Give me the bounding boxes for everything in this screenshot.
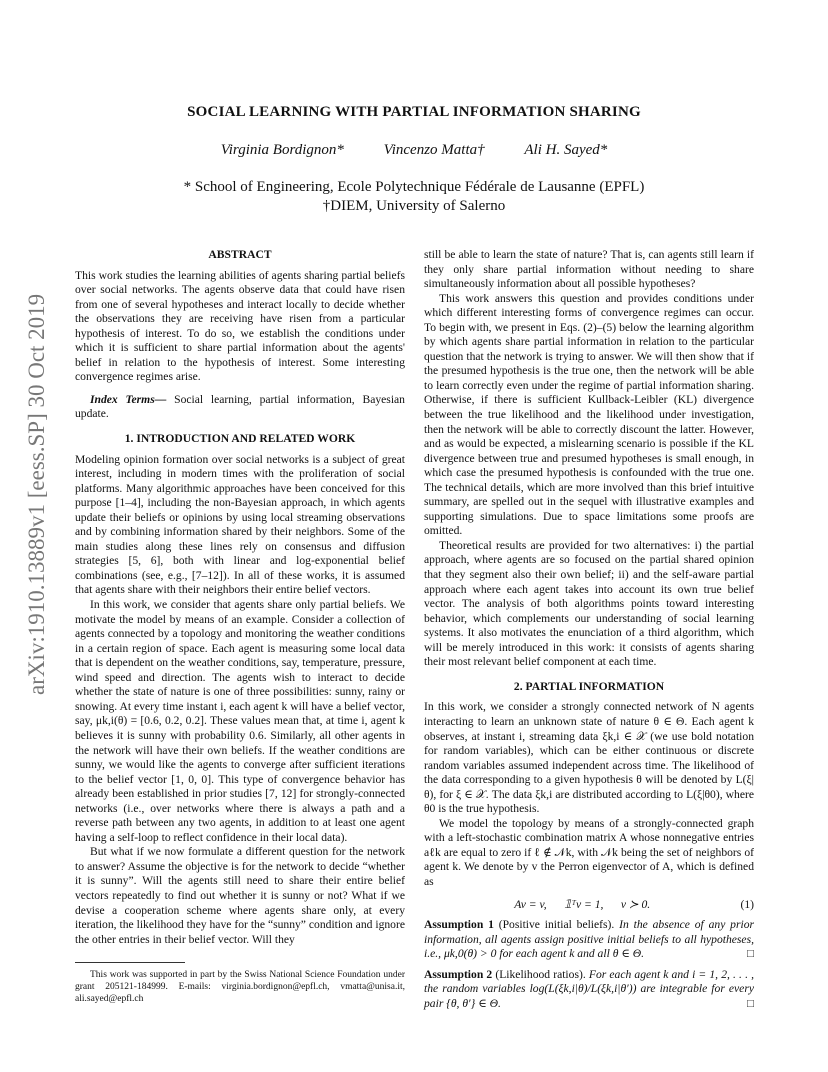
equation-part: Av = v, <box>514 897 547 911</box>
arxiv-stamp-text: arXiv:1910.13889v1 [eess.SP] 30 Oct 2019 <box>24 293 49 695</box>
assumption-2-label: Assumption 2 <box>424 967 493 981</box>
right-column <box>424 248 754 1011</box>
index-terms <box>75 393 405 422</box>
right-paragraph-2: This work answers this question and provides conditions under which different interesting forms of convergence regimes can occur. To begin with, we present in Eqs. (2)–(5) below the learning algorithm by which agents share partial information in relation to the particular question that the network is trying to answer. We will then show that if the presumed hypothesis is the true one, then the network will be able to learn correctly even under the regime of partial information sharing. Otherwise, if there is sufficient Kullback-Leibler (KL) divergence between the true likelihood and the likelihood under investigation, then the network will be able to correctly discount the latter. However, and as would be expected, a mislearning scenario is possible if the KL divergence between true and presumed hypotheses is small enough, in which case the presumed hypothesis is confounded with the true one. The technical details, which are more involved than this brief intuitive summary, are spelled out in the sequel with illustrative examples and supporting simulations. Due to space limitations some proofs are omitted. <box>424 291 754 538</box>
paper-title: SOCIAL LEARNING WITH PARTIAL INFORMATION SHARING <box>187 104 641 120</box>
equation-part: v ≻ 0. <box>620 897 651 911</box>
author-1: Virginia Bordignon* <box>220 142 344 158</box>
author-3: Ali H. Sayed* <box>524 142 608 158</box>
assumption-1-text: In the absence of any prior information, all agents assign positive initial beliefs to all hypotheses, i.e., μk,0(θ) > 0 for each agent k and all θ ∈ Θ. <box>424 918 754 961</box>
right-paragraph-3: Theoretical results are provided for two alternatives: i) the partial approach, where agents are so focused on the partial shared opinion that they segment also their own belief; ii) and the self-aware partial approach where each agent takes into account its own true belief vector. The analysis of both algorithms points toward interesting behavior, which complements our understanding of social learning systems. It also motivates the enunciation of a third algorithm, which will be merely introduced in this work: it consists of agents sharing their most relevant belief component at each time. <box>424 538 754 669</box>
assumption-2-name: (Likelihood ratios). <box>495 967 586 981</box>
affiliations <box>0 178 828 216</box>
intro-paragraph-1: Modeling opinion formation over social networks is a subject of great interest, including in modern times with the proliferation of social platforms. Many algorithmic approaches have been conceived for this purpose [1–4], including the non-Bayesian approach, in which agents update their beliefs or opinions by using local streaming observations and by combining information shared by their neighbors. Some of the main studies along these lines rely on consensus and diffusion strategies [5, 6], both with linear and log-exponential belief combinations (see, e.g., [7–12]). In all of these works, it is assumed that agents share with their neighbors their entire belief vectors. <box>75 452 405 597</box>
intro-paragraph-2: In this work, we consider that agents share only partial beliefs. We motivate the model by means of an example. Consider a collection of agents connected by a topology and monitoring the weather conditions in a certain region of space. Each agent is measuring some local data that is dependent on the weather conditions, say, temperature, pressure, wind speed and direction. The agents wish to interact to decide whether the state of nature is one of three possibilities: sunny, rainy or snowing. At every time instant i, each agent k will have a belief vector, say, μk,i(θ) = [0.6, 0.2, 0.2]. These values mean that, at time i, agent k believes it is sunny with probability 0.6. Similarly, all other agents in the network will have their own beliefs. If the weather conditions are sunny, we would like the agents to converge after sufficient iterations to the belief vector [1, 0, 0]. This type of convergence behavior has already been established in prior studies [7, 12] for strongly-connected networks (i.e., over networks where there is always a path and a reverse path between any two agents, in addition to at least one agent having a self-loop to reflect confidence in their local data). <box>75 598 405 844</box>
assumption-1-label: Assumption 1 <box>424 918 494 932</box>
equation-number: (1) <box>740 897 754 911</box>
index-terms-label: Index Terms— <box>90 392 167 406</box>
footnote-rule <box>75 962 185 963</box>
section-1-heading: 1. INTRODUCTION AND RELATED WORK <box>124 432 356 446</box>
index-terms-text: Social learning, partial information, Bayesian update. <box>75 392 405 421</box>
footnote <box>75 962 405 1005</box>
footnote-text: This work was supported in part by the Swiss National Science Foundation under grant 205121-184999. E-mails: virginia.bordignon@epfl.ch, vmatta@unisa.it, ali.sayed@epfl.ch <box>75 970 405 1004</box>
section-2-heading: 2. PARTIAL INFORMATION <box>513 679 665 693</box>
assumption-2-text: For each agent k and i = 1, 2, . . . , the random variables log(L(ξk,i|θ)/L(ξk,i|θ′)) are integrable for every pair {θ, θ′} ∈ Θ. <box>424 967 754 1010</box>
abstract-text: This work studies the learning abilities of agents sharing partial beliefs over social networks. The agents observe data that could have risen from one of several hypotheses and interact locally to decide whether the observations they are receiving have risen from a particular hypothesis of interest. To do so, we establish the conditions under which it is sufficient to share partial information about the agents' belief in relation to the hypothesis of interest. Some interesting convergence regimes arise. <box>75 268 405 384</box>
assumption-1-name: (Positive initial beliefs). <box>498 918 615 932</box>
left-column <box>75 248 405 947</box>
abstract-heading: ABSTRACT <box>208 248 272 261</box>
arxiv-stamp <box>12 270 58 700</box>
intro-paragraph-3: But what if we now formulate a different question for the network to answer? Assume the objective is for the network to decide “whether it is sunny”. Will the agents still need to share their entire belief vectors repeatedly to find out whether it is sunny or not? What if we devise a cooperation scheme where agents share only, at every iteration, the likelihood they have for the “sunny” condition and ignore the other entries in their belief vector. Will they <box>75 845 405 946</box>
assumption-2 <box>424 968 754 1012</box>
right-paragraph-1: still be able to learn the state of nature? That is, can agents still learn if they only share partial information without needing to share simultaneously information about all possible hypotheses? <box>424 248 754 291</box>
qed-symbol: □ <box>746 947 754 961</box>
equation-part: 𝟙ᵀv = 1, <box>564 897 604 911</box>
author-2: Vincenzo Matta† <box>383 142 485 158</box>
partial-info-paragraph-1: In this work, we consider a strongly connected network of N agents interacting to learn an unknown state of nature θ ∈ Θ. Each agent k observes, at instant i, streaming data ξk,i ∈ 𝒳 (we use bold notation for random variables), which can be either continuous or discrete random variables assumed independent across time. The likelihood of the data corresponding to a given hypothesis θ will be denoted by L(ξ|θ), for ξ ∈ 𝒳. The data ξk,i are distributed according to L(ξ|θ0), where θ0 is the true hypothesis. <box>424 700 754 816</box>
partial-info-paragraph-2: We model the topology by means of a strongly-connected graph with a left-stochastic combination matrix A whose nonnegative entries aℓk are equal to zero if ℓ ∉ 𝒩k, with 𝒩k being the set of neighbors of agent k. We denote by v the Perron eigenvector of A, which is defined as <box>424 816 754 888</box>
assumption-1 <box>424 918 754 962</box>
affiliation-2: †DIEM, University of Salerno <box>322 198 506 214</box>
qed-symbol: □ <box>746 996 754 1010</box>
equation-1 <box>424 898 754 913</box>
equation-1-body <box>424 898 740 913</box>
affiliation-1: * School of Engineering, Ecole Polytechnique Fédérale de Lausanne (EPFL) <box>183 179 645 195</box>
author-list <box>0 142 828 159</box>
